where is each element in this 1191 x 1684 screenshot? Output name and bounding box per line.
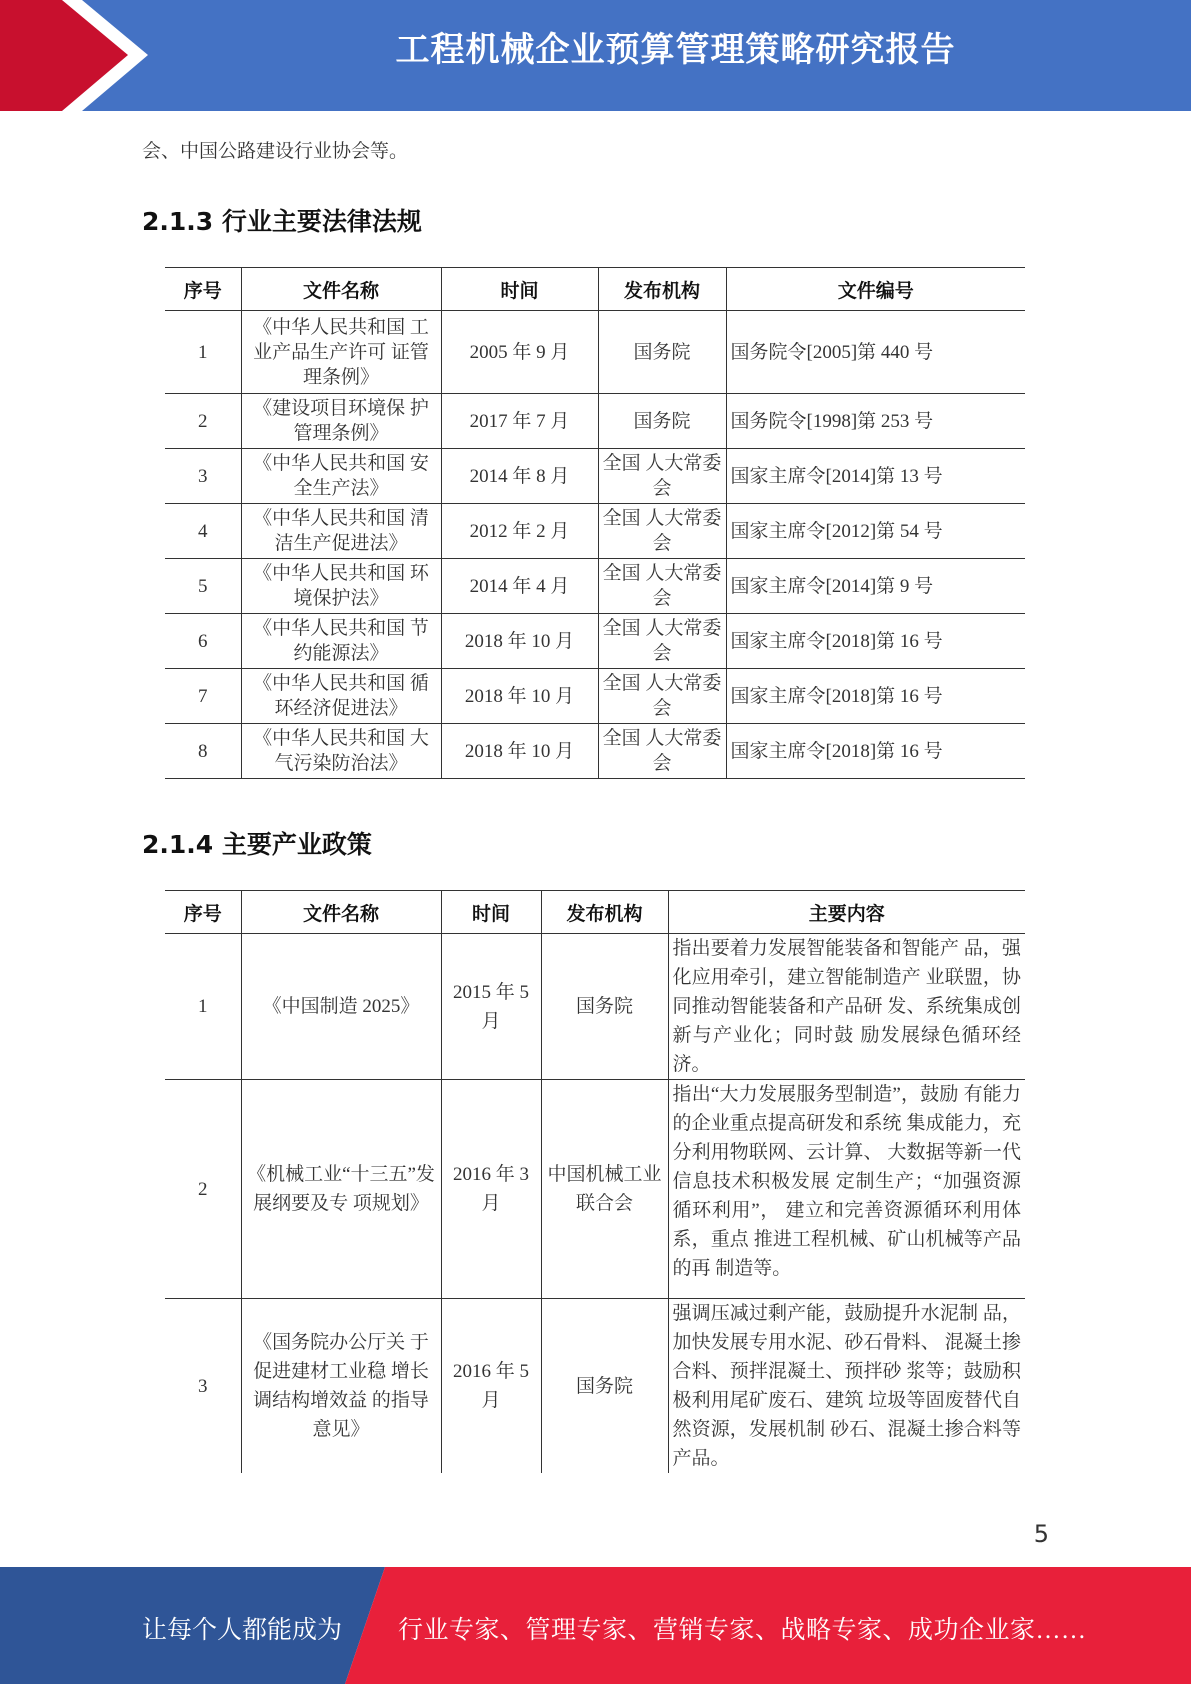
table-row [165,311,1025,394]
cell-name: 《中华人民共和国 节约能源法》 [241,614,441,669]
cell-name: 《建设项目环境保 护管理条例》 [241,394,441,449]
cell-code: 国家主席令[2018]第 16 号 [726,614,1025,669]
cell-org: 国务院 [541,934,668,1080]
cell-date: 2018 年 10 月 [441,669,598,724]
table-row [165,669,1025,724]
table-row [165,559,1025,614]
column-header: 文件名称 [241,891,441,934]
report-title: 工程机械企业预算管理策略研究报告 [395,30,956,70]
cell-name: 《中华人民共和国 循环经济促进法》 [241,669,441,724]
policies-table [165,890,1025,1473]
laws-table [165,267,1025,779]
cell-no: 7 [165,669,241,724]
cell-content: 强调压减过剩产能，鼓励提升水泥制 品，加快发展专用水泥、砂石骨料、 混凝土掺合料、预拌混凝土、预拌砂 浆等；鼓励积极利用尾矿废石、建筑 垃圾等固废替代自然资源，发展机制 砂石、混凝土掺合料等产品。 [668,1299,1025,1474]
column-header: 序号 [165,891,241,934]
column-header: 发布机构 [598,268,726,311]
cell-no: 1 [165,934,241,1080]
cell-org: 全国 人大常委会 [598,724,726,779]
cell-org: 全国 人大常委会 [598,449,726,504]
cell-code: 国家主席令[2014]第 13 号 [726,449,1025,504]
column-header: 时间 [441,891,541,934]
cell-date: 2015 年 5 月 [441,934,541,1080]
footer-slogan-right: 行业专家、管理专家、营销专家、战略专家、成功企业家…… [398,1617,1087,1644]
cell-code: 国家主席令[2014]第 9 号 [726,559,1025,614]
cell-org: 全国 人大常委会 [598,559,726,614]
cell-content: 指出“大力发展服务型制造”，鼓励 有能力的企业重点提高研发和系统 集成能力，充分利用物联网、云计算、 大数据等新一代信息技术积极发展 定制生产；“加强资源循环利用”， 建立和完善资源循环利用体系，重点 推进工程机械、矿山机械等产品的再 制造等。 [668,1080,1025,1299]
footer-slogan-left: 让每个人都能成为 [142,1617,343,1644]
table-header-row [165,268,1025,311]
cell-code: 国家主席令[2018]第 16 号 [726,724,1025,779]
cell-name: 《中华人民共和国 安全生产法》 [241,449,441,504]
cell-date: 2016 年 5 月 [441,1299,541,1474]
section-heading-laws: 2.1.3 行业主要法律法规 [142,207,422,236]
table-row [165,724,1025,779]
cell-date: 2014 年 8 月 [441,449,598,504]
cell-org: 国务院 [541,1299,668,1474]
cell-org: 中国机械工业联合会 [541,1080,668,1299]
cell-date: 2018 年 10 月 [441,724,598,779]
cell-no: 3 [165,449,241,504]
table-header-row [165,891,1025,934]
table-row [165,1080,1025,1299]
cell-no: 6 [165,614,241,669]
table-row [165,614,1025,669]
cell-no: 2 [165,1080,241,1299]
cell-date: 2017 年 7 月 [441,394,598,449]
cell-no: 2 [165,394,241,449]
column-header: 发布机构 [541,891,668,934]
cell-name: 《中华人民共和国 大气污染防治法》 [241,724,441,779]
column-header: 主要内容 [668,891,1025,934]
column-header: 文件名称 [241,268,441,311]
cell-name: 《中华人民共和国 清洁生产促进法》 [241,504,441,559]
cell-name: 《机械工业“十三五”发展纲要及专 项规划》 [241,1080,441,1299]
cell-org: 全国 人大常委会 [598,614,726,669]
cell-name: 《中国制造 2025》 [241,934,441,1080]
page-number: 5 [1033,1520,1049,1548]
page-header [0,0,1191,111]
cell-date: 2014 年 4 月 [441,559,598,614]
table-row [165,504,1025,559]
table-row [165,1299,1025,1474]
table-row [165,449,1025,504]
cell-name: 《中华人民共和国 环境保护法》 [241,559,441,614]
section-heading-policies: 2.1.4 主要产业政策 [142,830,372,859]
page-footer [0,1567,1191,1684]
cell-no: 4 [165,504,241,559]
cell-no: 8 [165,724,241,779]
column-header: 序号 [165,268,241,311]
column-header: 文件编号 [726,268,1025,311]
cell-code: 国务院令[2005]第 440 号 [726,311,1025,394]
cell-code: 国家主席令[2018]第 16 号 [726,669,1025,724]
cell-name: 《中华人民共和国 工业产品生产许可 证管理条例》 [241,311,441,394]
cell-code: 国家主席令[2012]第 54 号 [726,504,1025,559]
table-row [165,394,1025,449]
cell-date: 2016 年 3 月 [441,1080,541,1299]
cell-name: 《国务院办公厅关 于促进建材工业稳 增长调结构增效益 的指导意见》 [241,1299,441,1474]
cell-code: 国务院令[1998]第 253 号 [726,394,1025,449]
intro-text: 会、中国公路建设行业协会等。 [142,141,409,162]
column-header: 时间 [441,268,598,311]
cell-no: 3 [198,1375,208,1397]
cell-org: 全国 人大常委会 [598,669,726,724]
cell-org: 全国 人大常委会 [598,504,726,559]
cell-org: 国务院 [598,394,726,449]
cell-date: 2018 年 10 月 [441,614,598,669]
cell-content: 指出要着力发展智能装备和智能产 品，强化应用牵引，建立智能制造产 业联盟，协同推动智能装备和产品研 发、系统集成创新与产业化；同时鼓 励发展绿色循环经济。 [668,934,1025,1080]
cell-no: 5 [165,559,241,614]
cell-date: 2005 年 9 月 [441,311,598,394]
table-row [165,934,1025,1080]
cell-no: 1 [165,311,241,394]
cell-org: 国务院 [598,311,726,394]
cell-date: 2012 年 2 月 [441,504,598,559]
